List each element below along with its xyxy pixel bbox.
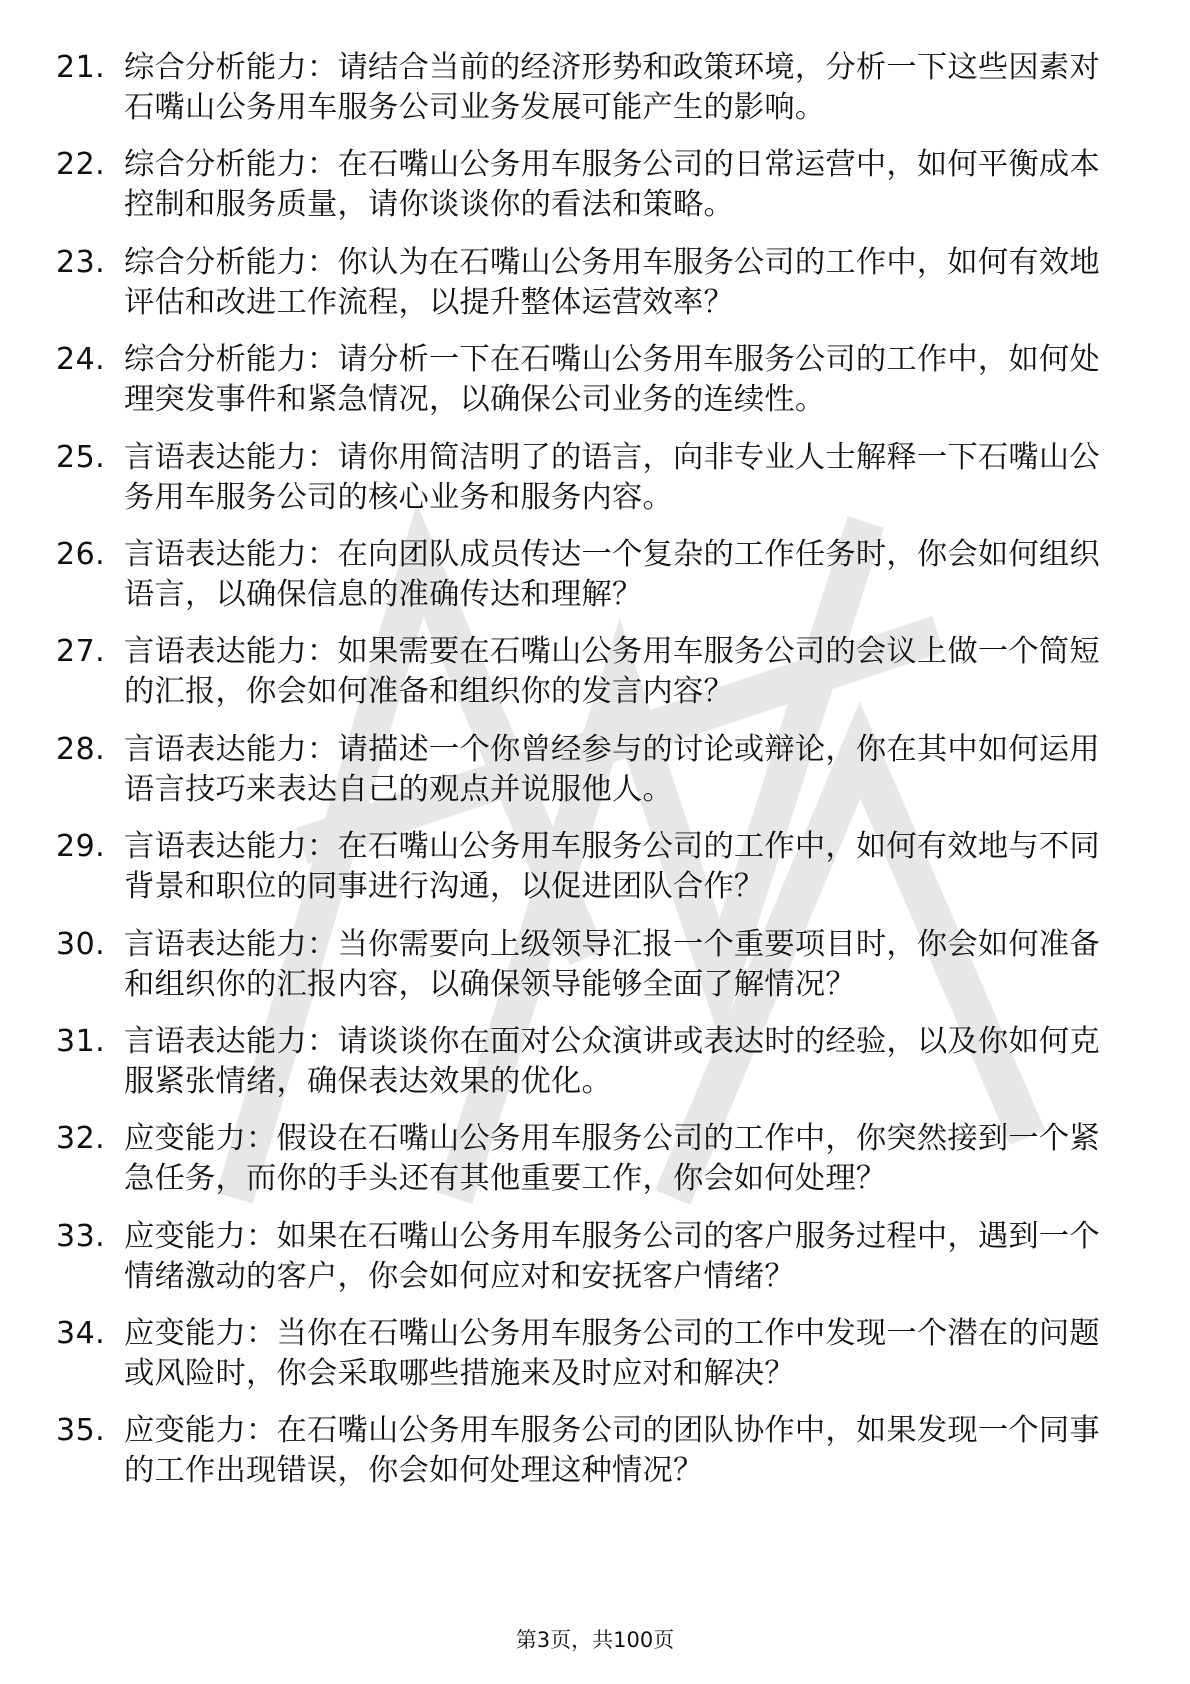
question-text: 言语表达能力：当你需要向上级领导汇报一个重要项目时，你会如何准备和组织你的汇报内容，以确保领导能够全面了解情况？ [124, 926, 1100, 1002]
question-number: 23. [56, 244, 106, 280]
question-number: 29. [56, 829, 106, 865]
question-text: 应变能力：如果在石嘴山公务用车服务公司的客户服务过程中，遇到一个情绪激动的客户，你会如何应对和安抚客户情绪？ [124, 1218, 1100, 1294]
question-text: 应变能力：当你在石嘴山公务用车服务公司的工作中发现一个潜在的问题或风险时，你会采取哪些措施来及时应对和解决？ [124, 1316, 1100, 1392]
question-number: 21. [56, 50, 106, 85]
question-item [56, 925, 1136, 1005]
question-number: 22. [56, 147, 106, 183]
question-item [56, 1314, 1136, 1394]
question-number: 26. [56, 536, 106, 572]
question-item [56, 632, 1136, 712]
question-text: 综合分析能力：请结合当前的经济形势和政策环境，分析一下这些因素对石嘴山公务用车服务公司业务发展可能产生的影响。 [124, 50, 1100, 125]
question-item [56, 243, 1136, 323]
question-item [56, 1217, 1136, 1297]
question-number: 34. [56, 1316, 106, 1352]
question-number: 31. [56, 1023, 106, 1059]
question-text: 言语表达能力：在石嘴山公务用车服务公司的工作中，如何有效地与不同背景和职位的同事进行沟通，以促进团队合作？ [124, 829, 1100, 905]
question-item [56, 1411, 1136, 1491]
question-text: 言语表达能力：如果需要在石嘴山公务用车服务公司的会议上做一个简短的汇报，你会如何准备和组织你的发言内容？ [124, 634, 1100, 710]
question-number: 28. [56, 731, 106, 767]
question-text: 综合分析能力：在石嘴山公务用车服务公司的日常运营中，如何平衡成本控制和服务质量，请你谈谈你的看法和策略。 [124, 147, 1100, 223]
question-text: 应变能力：在石嘴山公务用车服务公司的团队协作中，如果发现一个同事的工作出现错误，你会如何处理这种情况？ [124, 1413, 1100, 1489]
question-item [56, 827, 1136, 907]
question-number: 35. [56, 1413, 106, 1449]
question-number: 27. [56, 634, 106, 670]
question-text: 言语表达能力：请描述一个你曾经参与的讨论或辩论，你在其中如何运用语言技巧来表达自己的观点并说服他人。 [124, 731, 1100, 807]
page-number: 第3页，共100页 [515, 1628, 675, 1652]
question-item [56, 1022, 1136, 1102]
question-item [56, 535, 1136, 615]
question-item [56, 438, 1136, 518]
question-number: 33. [56, 1218, 106, 1254]
question-number: 24. [56, 342, 106, 378]
question-text: 综合分析能力：你认为在石嘴山公务用车服务公司的工作中，如何有效地评估和改进工作流程，以提升整体运营效率？ [124, 244, 1100, 320]
question-text: 应变能力：假设在石嘴山公务用车服务公司的工作中，你突然接到一个紧急任务，而你的手头还有其他重要工作，你会如何处理？ [124, 1121, 1100, 1197]
question-item [56, 145, 1136, 225]
question-text: 言语表达能力：在向团队成员传达一个复杂的工作任务时，你会如何组织语言，以确保信息的准确传达和理解？ [124, 536, 1100, 612]
question-item [56, 730, 1136, 810]
question-item [56, 340, 1136, 420]
question-item [56, 48, 1136, 128]
question-list [56, 48, 1136, 1509]
question-number: 32. [56, 1121, 106, 1157]
question-text: 言语表达能力：请你用简洁明了的语言，向非专业人士解释一下石嘴山公务用车服务公司的核心业务和服务内容。 [124, 439, 1100, 515]
question-item [56, 1119, 1136, 1199]
question-number: 30. [56, 926, 106, 962]
question-text: 言语表达能力：请谈谈你在面对公众演讲或表达时的经验，以及你如何克服紧张情绪，确保表达效果的优化。 [124, 1023, 1100, 1099]
question-text: 综合分析能力：请分析一下在石嘴山公务用车服务公司的工作中，如何处理突发事件和紧急情况，以确保公司业务的连续性。 [124, 342, 1100, 418]
question-number: 25. [56, 439, 106, 475]
